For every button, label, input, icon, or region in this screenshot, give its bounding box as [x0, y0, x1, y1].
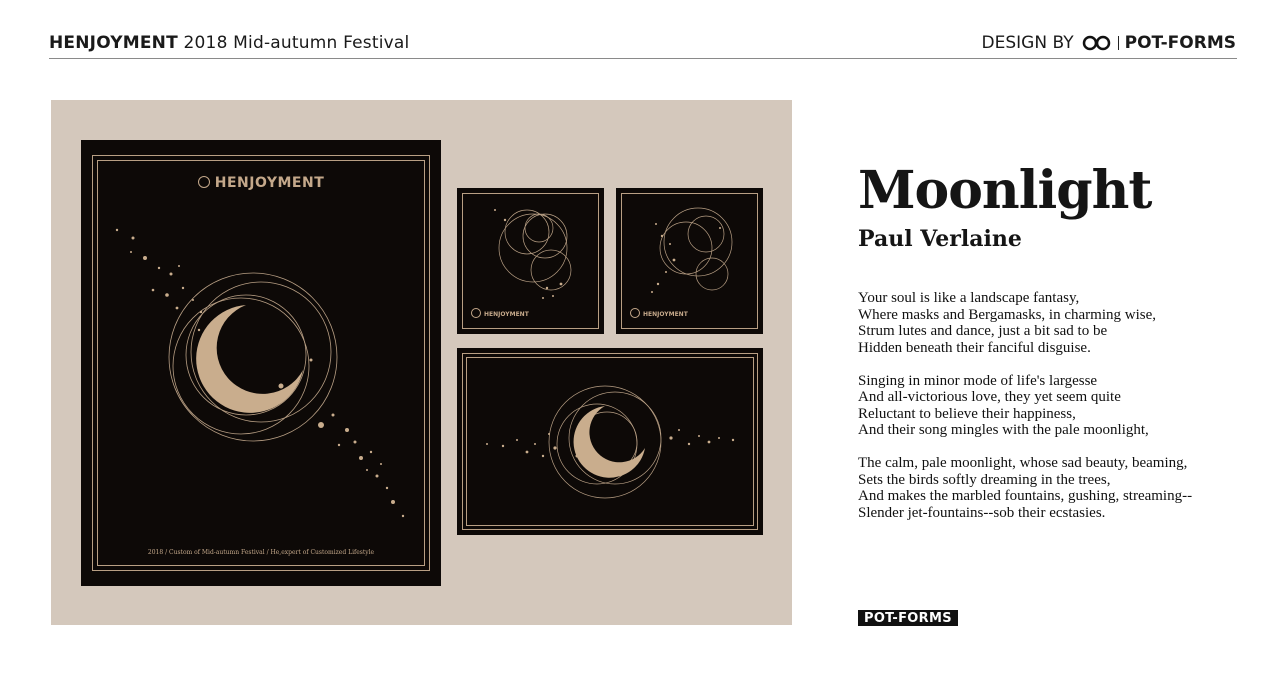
- poster-brand: [81, 175, 441, 191]
- artwork-panel: [51, 100, 792, 625]
- header-title: [49, 33, 409, 53]
- poem-line: Strum lutes and dance, just a bit sad to be: [858, 323, 1108, 339]
- square-card-1: [457, 188, 604, 334]
- header-subtitle: 2018 Mid-autumn Festival: [183, 33, 410, 53]
- square-card-2: [616, 188, 763, 334]
- credit-divider: [1118, 36, 1119, 50]
- poem-stanza: [858, 373, 1238, 439]
- poem-line: Your soul is like a landscape fantasy,: [858, 290, 1080, 306]
- poster-inner-frame: [97, 160, 425, 566]
- studio-name: POT-FORMS: [1124, 33, 1236, 53]
- poem-line: And their song mingles with the pale moonlight,: [858, 422, 1149, 438]
- poster-footer: 2018 / Custom of Mid-autumn Festival / He,expert of Customized Lifestyle: [147, 549, 375, 556]
- wide-card-inner-frame: [466, 357, 754, 526]
- poem-title: Moonlight: [858, 160, 1152, 221]
- header-rule: [49, 58, 1237, 59]
- poem-author: Paul Verlaine: [858, 226, 1022, 252]
- poem-line: And makes the marbled fountains, gushing, streaming--: [858, 488, 1193, 504]
- pot-forms-logo-icon: [1082, 35, 1112, 51]
- poem-line: The calm, pale moonlight, whose sad beauty, beaming,: [858, 455, 1188, 471]
- wide-card: [457, 348, 763, 535]
- poem-line: And all-victorious love, they yet seem quite: [858, 389, 1121, 405]
- poster-brand-text: HENJOYMENT: [214, 175, 325, 191]
- poem-stanza: [858, 455, 1238, 521]
- poem-body: [858, 290, 1238, 538]
- footer-badge: POT-FORMS: [858, 610, 958, 626]
- poem-stanza: [858, 290, 1238, 356]
- square-card-2-brand: [630, 308, 688, 318]
- poem-line: Hidden beneath their fanciful disguise.: [858, 339, 1091, 356]
- poem-line: Singing in minor mode of life's largesse: [858, 372, 1098, 389]
- header-credit: [982, 33, 1236, 53]
- poem-line: Reluctant to believe their happiness,: [858, 405, 1076, 422]
- poster-artwork: [81, 140, 441, 586]
- poem-line: Where masks and Bergamasks, in charming wise,: [858, 306, 1156, 323]
- square-card-1-brand-text: HENJOYMENT: [484, 311, 529, 318]
- header-brand: HENJOYMENT: [49, 33, 178, 53]
- poem-line: Sets the birds softly dreaming in the trees,: [858, 471, 1111, 488]
- square-card-2-brand-text: HENJOYMENT: [643, 311, 688, 318]
- design-by-label: DESIGN BY: [981, 33, 1074, 53]
- brand-mark-icon: [198, 176, 210, 188]
- brand-mark-icon: [471, 308, 481, 318]
- square-card-1-brand: [471, 308, 529, 318]
- poem-line: Slender jet-fountains--sob their ecstasies.: [858, 504, 1106, 521]
- brand-mark-icon: [630, 308, 640, 318]
